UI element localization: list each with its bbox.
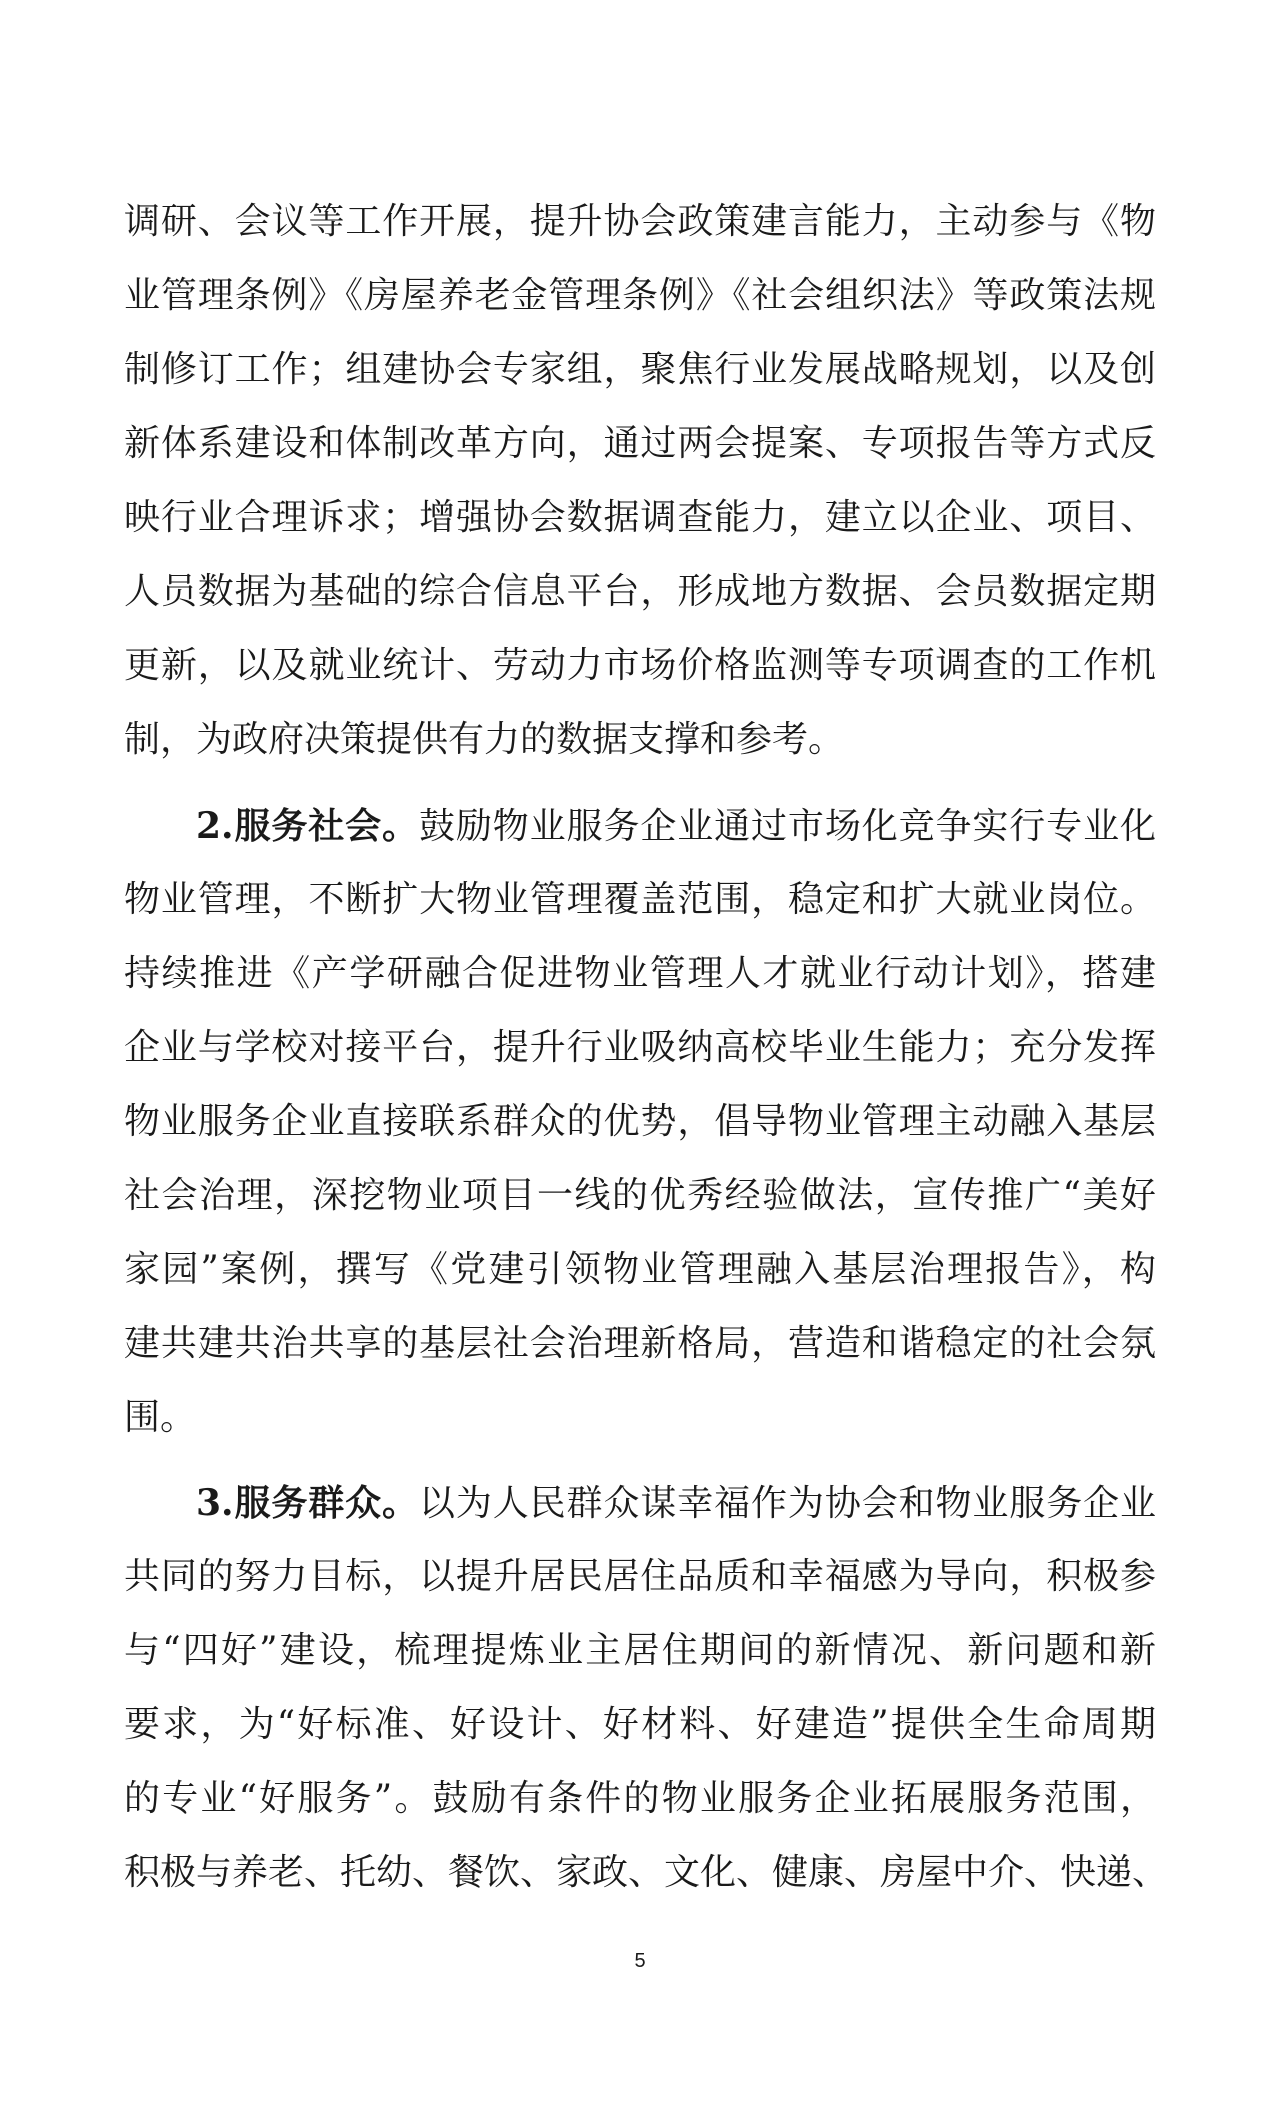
text-line: 持续推进《产学研融合促进物业管理人才就业行动计划》，搭建 (124, 953, 1156, 994)
text-line: 的专业“好服务”。鼓励有条件的物业服务企业拓展服务范围， (124, 1778, 1156, 1819)
text-line: 建共建共治共享的基层社会治理新格局，营造和谐稳定的社会氛 (124, 1323, 1156, 1364)
text-line: 更新，以及就业统计、劳动力市场价格监测等专项调查的工作机 (124, 645, 1156, 686)
text-line: 共同的努力目标，以提升居民居住品质和幸福感为导向，积极参 (124, 1556, 1156, 1597)
text-line: 调研、会议等工作开展，提升协会政策建言能力，主动参与《物 (124, 201, 1156, 242)
text-line: 企业与学校对接平台，提升行业吸纳高校毕业生能力；充分发挥 (124, 1027, 1156, 1068)
paragraph-first-line (196, 1466, 1156, 1540)
text-line: 围。 (124, 1397, 197, 1438)
text-line: 物业服务企业直接联系群众的优势，倡导物业管理主动融入基层 (124, 1101, 1156, 1142)
text-run: 鼓励物业服务企业通过市场化竞争实行专业化 (418, 806, 1156, 847)
text-line: 新体系建设和体制改革方向，通过两会提案、专项报告等方式反 (124, 423, 1156, 464)
text-line: 家园”案例，撰写《党建引领物业管理融入基层治理报告》，构 (124, 1249, 1156, 1290)
text-line: 制，为政府决策提供有力的数据支撑和参考。 (124, 719, 845, 760)
section-heading-serve-society: 2.服务社会。 (196, 805, 419, 847)
text-line: 映行业合理诉求；增强协会数据调查能力，建立以企业、项目、 (124, 497, 1156, 538)
text-line: 物业管理，不断扩大物业管理覆盖范围，稳定和扩大就业岗位。 (124, 879, 1156, 920)
text-line: 与“四好”建设，梳理提炼业主居住期间的新情况、新问题和新 (124, 1630, 1156, 1671)
text-line: 要求，为“好标准、好设计、好材料、好建造”提供全生命周期 (124, 1704, 1156, 1745)
section-heading-serve-public: 3.服务群众。 (196, 1482, 419, 1524)
text-line: 业管理条例》《房屋养老金管理条例》《社会组织法》等政策法规 (124, 275, 1156, 316)
page-number: 5 (634, 1950, 646, 1972)
text-line: 人员数据为基础的综合信息平台，形成地方数据、会员数据定期 (124, 571, 1156, 612)
text-run: 以为人民群众谋幸福作为协会和物业服务企业 (418, 1483, 1156, 1524)
text-line: 制修订工作；组建协会专家组，聚焦行业发展战略规划，以及创 (124, 349, 1156, 390)
text-line: 社会治理，深挖物业项目一线的优秀经验做法，宣传推广“美好 (124, 1175, 1156, 1216)
text-line: 积极与养老、托幼、餐饮、家政、文化、健康、房屋中介、快递、 (124, 1852, 1169, 1893)
paragraph-first-line (196, 789, 1156, 863)
